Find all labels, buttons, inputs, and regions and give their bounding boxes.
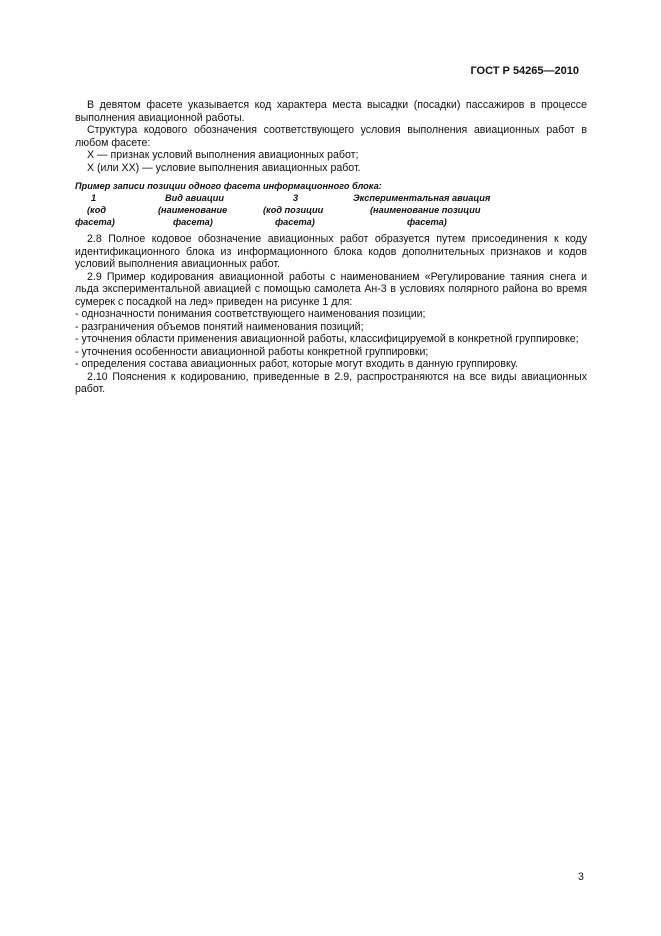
list-item: - уточнения особенности авиационной работы конкретной группировки; (75, 345, 429, 358)
list-item: - уточнения области применения авиационной работы, классифицируемой в конкретной группировке; (75, 333, 579, 345)
paragraph-2-9: 2.9 Пример кодирования авиационной работы с наименованием «Регулирование таяния снега и льда экспериментальной авиацией с помощью самолета Ан-3 в условиях полярного района во время сумерек с посадкой на лед» приведен на рисунке 1 для: (75, 270, 587, 308)
example-facet-name: Вид авиации (165, 193, 225, 203)
example-label-facet-2: фасета) (173, 217, 213, 227)
example-row-values (75, 192, 587, 204)
example-label-facet-1: фасета) (75, 217, 115, 227)
list-item: - однозначности понимания соответствующего наименования позиции; (75, 308, 426, 320)
example-label-facet-3: фасета) (275, 217, 315, 227)
paragraph-structure: Структура кодового обозначения соответствующего условия выполнения авиационных работ в любом фасете: (75, 124, 587, 149)
example-label-code: (код (87, 205, 107, 215)
example-caption-row (75, 180, 587, 192)
example-block (75, 180, 587, 228)
example-row-labels-2 (75, 216, 587, 228)
page-number: 3 (578, 871, 584, 883)
example-facet-code: 1 (91, 193, 97, 203)
example-label-facet-4: фасета) (407, 217, 447, 227)
paragraph-x-condition: X (или XX) — условие выполнения авиационных работ. (87, 161, 361, 174)
document-header: ГОСТ Р 54265—2010 (470, 65, 579, 77)
example-label-name: (наименование (158, 205, 228, 215)
paragraph-2-8: 2.8 Полное кодовое обозначение авиационных работ образуется путем присоединения к коду идентификационного блока из информационного блока кодов дополнительных признаков и кодов условий выполнения авиационных работ. (75, 233, 587, 270)
example-caption: Пример записи позиции одного фасета информационного блока: (75, 181, 382, 191)
example-row-labels-1 (75, 204, 587, 216)
example-label-position-code: (код позиции (263, 205, 324, 215)
example-label-position-name: (наименование позиции (370, 205, 481, 215)
paragraph-x-sign: X — признак условий выполнения авиационных работ; (87, 149, 359, 161)
list-item: - разграничения объемов понятий наименования позиций; (75, 320, 364, 333)
page-content (75, 99, 587, 396)
example-position-name: Экспериментальная авиация (353, 193, 491, 203)
list-item: - определения состава авиационных работ, которые могут входить в данную группировку. (75, 358, 518, 370)
paragraph-facet-nine: В девятом фасете указывается код характера места высадки (посадки) пассажиров в процессе выполнения авиационной работы. (75, 99, 587, 124)
example-position-code: 3 (293, 193, 299, 203)
paragraph-2-10: 2.10 Пояснения к кодированию, приведенные в 2.9, распространяются на все виды авиационных работ. (75, 370, 587, 395)
